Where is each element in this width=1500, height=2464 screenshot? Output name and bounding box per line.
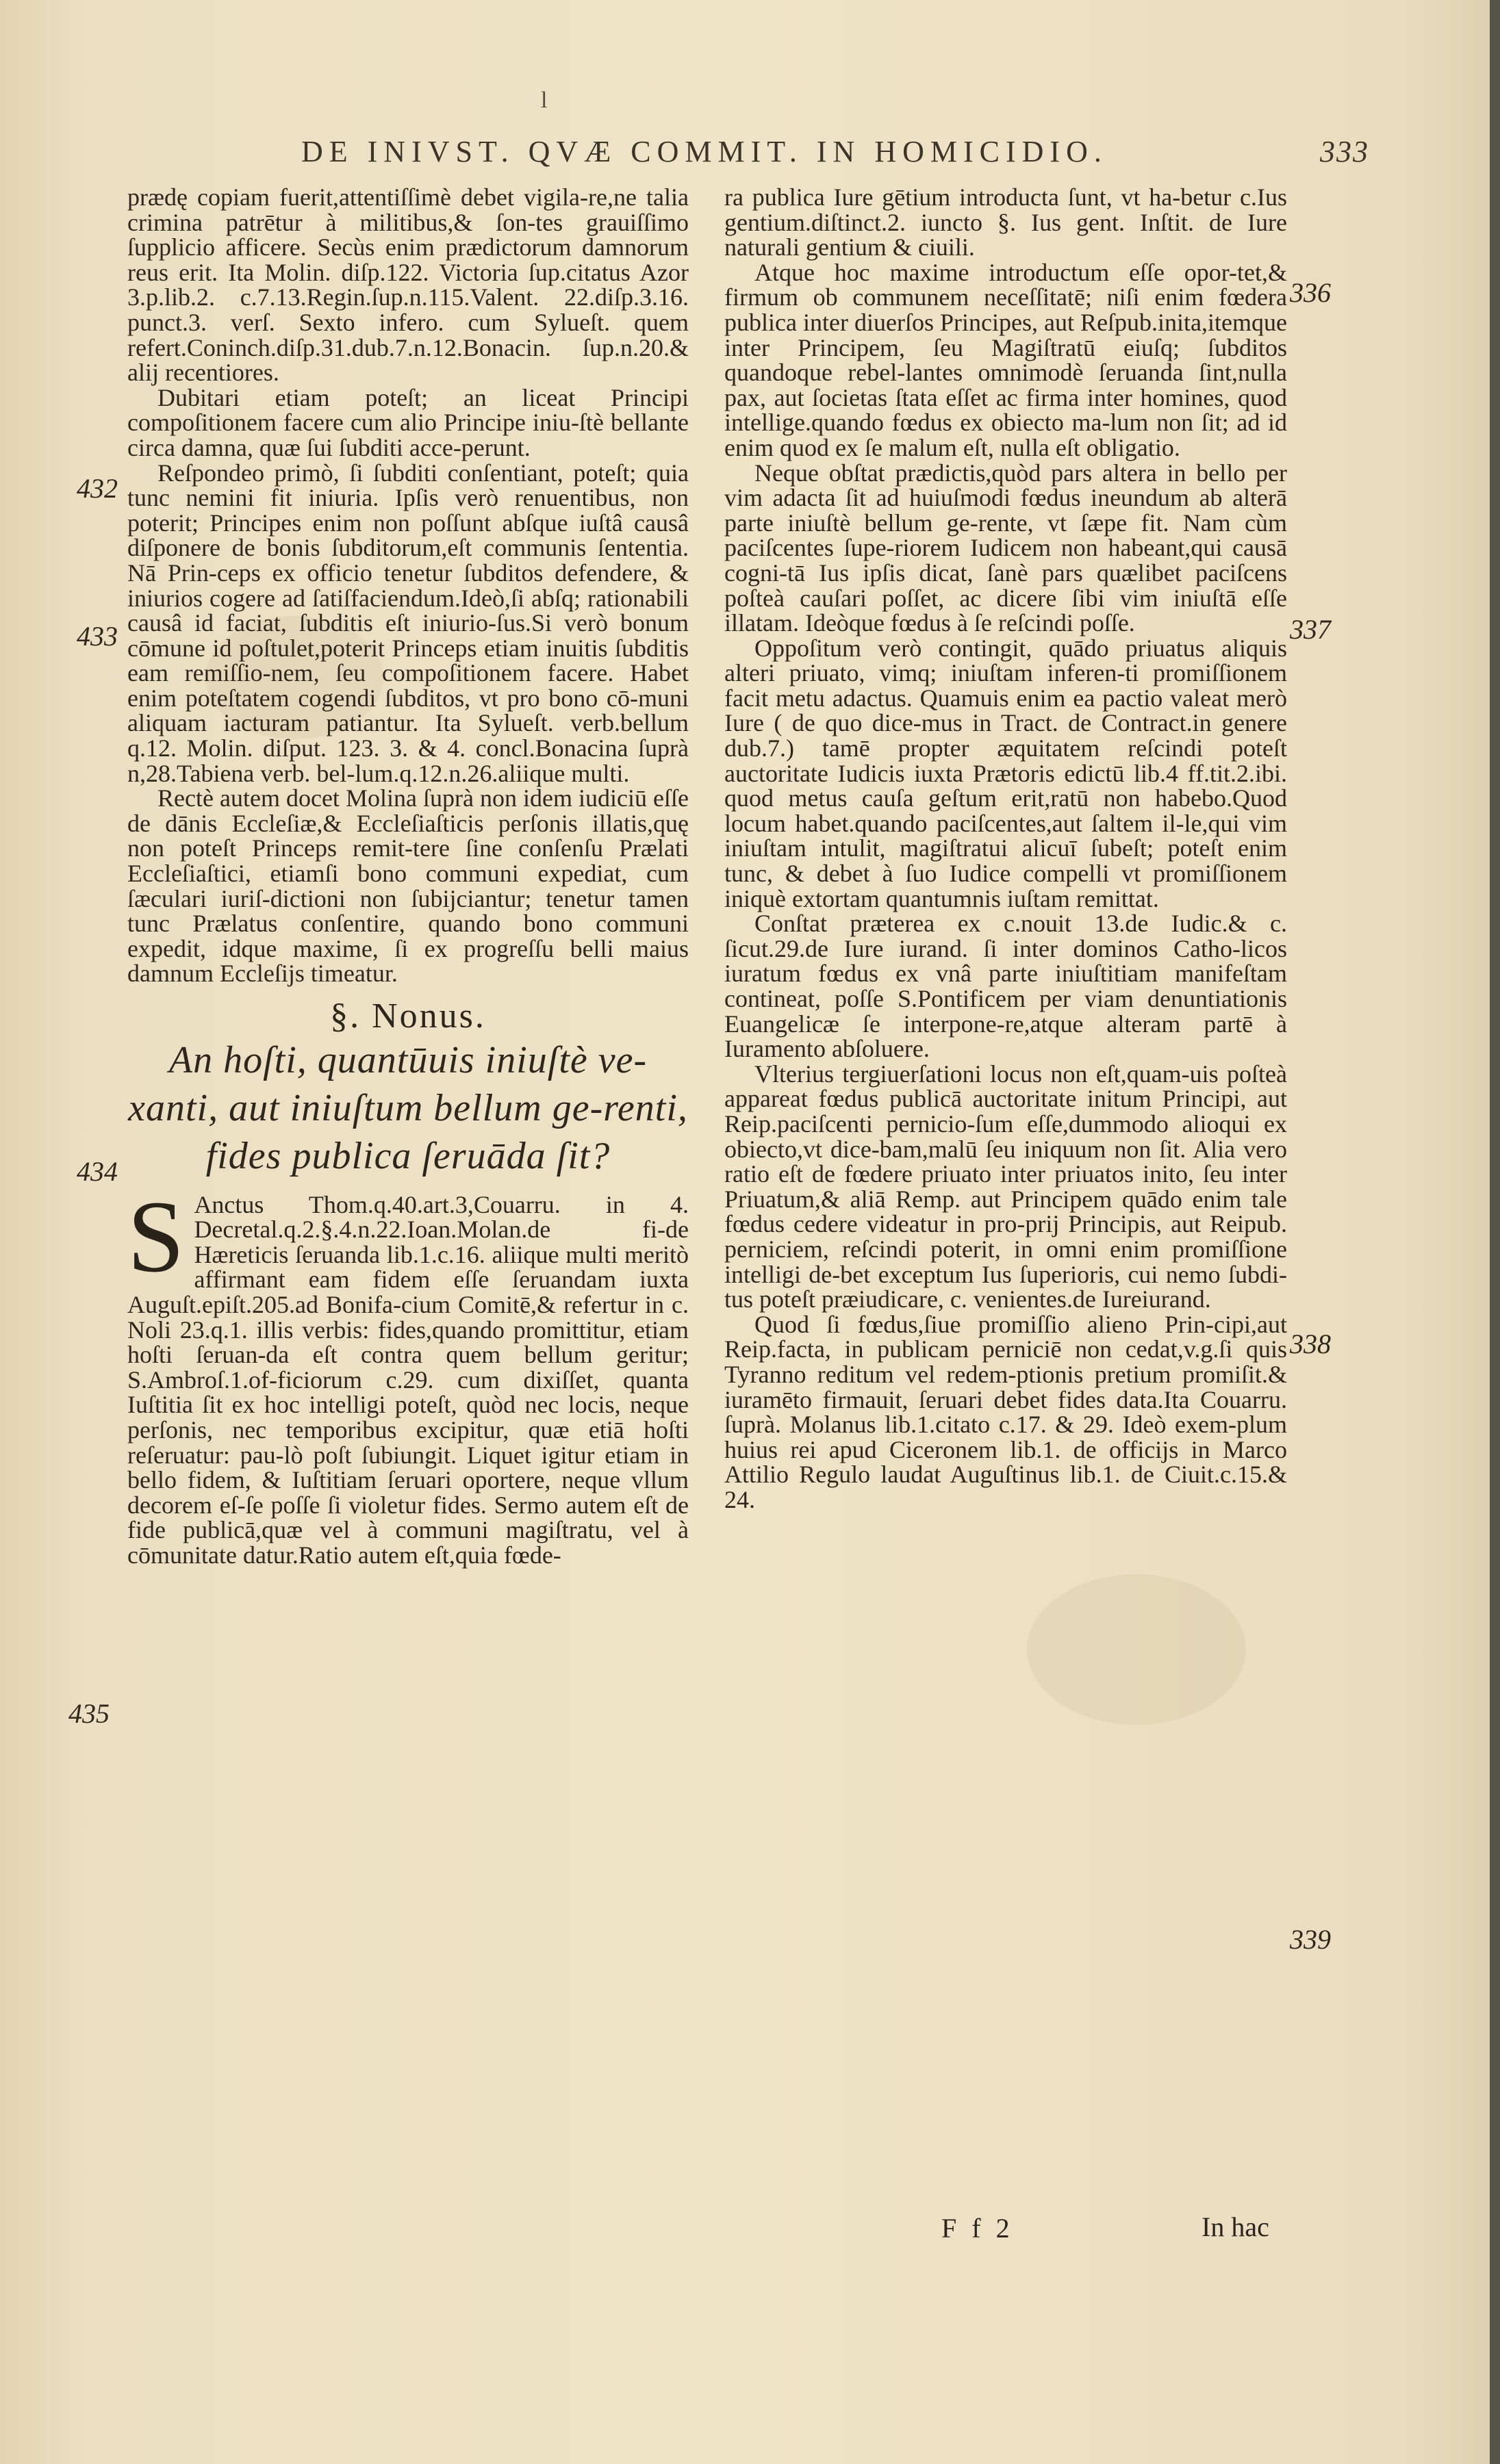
- margin-number-432: 432: [77, 473, 118, 504]
- right-paragraph-336: Atque hoc maxime introductum eſſe opor-tet,& firmum ob communem neceſſitatē; niſi enim fœdera publica inter diuerſos Principes, aut Reſpub.inita,itemque inter Principem, ſeu Magiſtratū eiuſq; ſubditos quandoque rebel-lantes omnimodè ſeruanda ſint,nulla pax, aut ſocietas ſtata eſſet ac firma inter homines, quod intellige.quando fœdus ex obiecto ma-lum non ſit; ad id enim quod ex ſe malum eſt, nulla eſt obligatio.: [724, 258, 1287, 461]
- right-paragraph-4: Oppoſitum verò contingit, quādo priuatus aliquis alteri priuato, vimq; iniuſtam inferen-ti promiſſionem facit metu adactus. Quamuis enim ea pactio valeat merò Iure ( de quo dice-mus in Tract. de Contract.in genere dub.7.) tamē propter æquitatem reſcindi poteſt auctoritate Iudicis iuxta Prætoris edictū lib.4 ff.tit.2.ibi. quod metus cauſa geſtum erit,ratū non habebo.Quod locum habet.quando paciſcentes,aut ſaltem il-le,qui vim iniuſtam intulit, magiſtratui alicuī ſubeſt; poteſt enim tunc, & debet à ſuo Iudice compelli vt promiſſionem iniquè extortam quantumnis iuſtam remittat.: [724, 634, 1287, 912]
- right-paragraph-1: ra publica Iure gētium introducta ſunt, vt ha-betur c.Ius gentium.diſtinct.2. iuncto §. Ius gent. Inſtit. de Iure naturali gentium & ciuili.: [724, 183, 1287, 261]
- right-paragraph-6: Vlterius tergiuerſationi locus non eſt,quam-uis poſteà appareat fœdus publicā auctoritate initum Principi, aut Reip.paciſcenti pernicio-ſum eſſe,dummodo alioqui ex obiecto,vt dice-bam,malū ſeu iniquum non ſit. Alia vero ratio eſt de fœdere priuato inter priuatos inito, ſeu inter Priuatum,& aliā Remp. aut Principem quādo enim tale fœdus cedere videatur in pro-prij Principis, aut Reipub. perniciem, reſcindi poterit, in omni enim promiſſione intelligi de-bet exceptum Ius ſuperioris, cui nemo ſubdi-tus poteſt præiudicare, c. venientes.de Iureiurand.: [724, 1060, 1287, 1313]
- left-paragraph-1: prædę copiam fuerit,attentiſſimè debet vigila-re,ne talia crimina patrētur à militibus,& ſon-tes grauiſſimo ſupplicio afficere. Secùs enim prædictorum damnorum reus erit. Ita Molin. diſp.122. Victoria ſup.citatus Azor 3.p.lib.2. c.7.13.Regin.ſup.n.115.Valent. 22.diſp.3.16. punct.3. verſ. Sexto infero. cum Sylueſt. quem refert.Coninch.diſp.31.dub.7.n.12.Bonacin. ſup.n.20.& alij recentiores.: [127, 183, 689, 387]
- left-column: [127, 185, 689, 1568]
- signature-mark: F f 2: [941, 2213, 1014, 2244]
- running-head-title: DE INIVST. QVÆ COMMIT. IN HOMICIDIO.: [301, 135, 1108, 168]
- margin-number-338: 338: [1290, 1329, 1331, 1359]
- right-paragraph-337: Neque obſtat prædictis,quòd pars altera in bello per vim adacta ſit ad huiuſmodi fœdus ineundum ab alterā parte iniuſtè bellum ge-rente, vt ſæpe fit. Nam cùm paciſcentes ſupe-riorem Iudicem non habeant,qui causā cogni-tā Ius ipſis dicat, ſanè pars quælibet paciſcens poſteà cauſari poſſet, ac dicere ſibi vim iniuſtā eſſe illatam. Ideòque fœdus à ſe reſcindi poſſe.: [724, 459, 1287, 637]
- margin-number-337: 337: [1290, 614, 1331, 645]
- left-paragraph-434: Rectè autem docet Molina ſuprà non idem iudiciū eſſe de dānis Eccleſiæ,& Eccleſiaſticis perſonis illatis,quę non poteſt Princeps remit-tere ſine conſenſu Prælati Eccleſiaſtici, etiamſi bono communi expediat, cum ſæculari iuriſ-dictioni non ſubijciantur; tenetur tamen tunc Prælatus conſentire, quando bono communi expedit, idque maxime, ſi ex progreſſu belli maius damnum Eccleſijs timeatur.: [127, 784, 689, 988]
- margin-number-435: 435: [68, 1698, 110, 1729]
- paper-stain: [1027, 1574, 1246, 1725]
- left-paragraph-435-text: Anctus Thom.q.40.art.3,Couarru. in 4. Decretal.q.2.§.4.n.22.Ioan.Molan.de fi-de Hæreticis ſeruanda lib.1.c.16. aliique multi meritò affirmant eam fidem eſſe ſeruandam iuxta Auguſt.epiſt.205.ad Bonifa-cium Comitē,& refertur in c. Noli 23.q.1. illis verbis: fides,quando promittitur, etiam hoſti ſeruan-da eſt contra quem bellum geritur; S.Ambroſ.1.of-ficiorum c.29. cum dixiſſet, quanta Iuſtitia ſit ex hoc intelligi poteſt, quòd nec locis, neque perſonis, nec temporibus excipitur, quæ etiā hoſti reſeruatur: pau-lò poſt ſubiungit. Liquet igitur etiam in bello fidem, & Iuſtitiam ſeruari oportere, neque vllum decorem eſ-ſe poſſe ſi violetur fides. Sermo autem eſt de fide publicā,quæ vel à communi magiſtratu, vel à cōmunitate datur.Ratio autem eſt,quia fœde-: [127, 1190, 689, 1569]
- right-column: [724, 185, 1287, 1512]
- margin-number-434: 434: [77, 1156, 118, 1187]
- left-paragraph-432: Dubitari etiam poteſt; an liceat Principi compoſitionem facere cum alio Principe iniu-ſtè bellante circa damna, quæ ſui ſubditi acce-perunt.: [127, 383, 689, 461]
- right-paragraph-339: Quod ſi fœdus,ſiue promiſſio alieno Prin-cipi,aut Reip.facta, in publicam perniciē non cedat,v.g.ſi quis Tyranno reditum vel redem-ptionis pretium promiſit.& iuramēto firmauit, ſeruari debet fides data.Ita Couarru. ſuprà. Molanus lib.1.citato c.17. & 29. Ideò exem-plum huius rei apud Ciceronem lib.1. de officijs in Marco Attilio Regulo laudat Auguſtinus lib.1. de Ciuit.c.15.& 24.: [724, 1310, 1287, 1513]
- section-heading: §. Nonus.: [330, 997, 486, 1036]
- page-number: 333: [1320, 135, 1369, 168]
- question-heading: An hoſti, quantūuis iniuſtè ve-xanti, aut iniuſtum bellum ge-renti, fides publica ſeruāda ſit?: [128, 1038, 688, 1177]
- margin-number-336: 336: [1290, 277, 1331, 308]
- margin-number-433: 433: [77, 621, 118, 652]
- margin-number-339: 339: [1290, 1924, 1331, 1955]
- top-mark: l: [541, 88, 548, 113]
- drop-cap: S: [127, 1179, 185, 1294]
- left-paragraph-435: [127, 1179, 689, 1569]
- running-head: [301, 134, 1369, 175]
- scan-edge: [1490, 0, 1500, 2464]
- left-paragraph-433: Reſpondeo primò, ſi ſubditi conſentiant, poteſt; quia tunc nemini fit iniuria. Ipſis verò renuentibus, non poterit; Principes enim non poſſunt abſque iuſtâ causâ diſponere de bonis ſubditorum,eſt communis ſententia. Nā Prin-ceps ex officio tenetur ſubditos defendere, & iniurios cogere ad ſatiſfaciendum.Ideò,ſi abſq; rationabili causâ id faciat, ſubditis eſt iniurio-ſus.Si verò bonum cōmune id poſtulet,poterit Princeps etiam inuitis ſubditis eam remiſſio-nem, ſeu compoſitionem facere. Habet enim poteſtatem cogendi ſubditos, vt pro bono cō-muni aliquam iacturam patiantur. Ita Sylueſt. verb.bellum q.12. Molin. diſput. 123. 3. & 4. concl.Bonacina ſuprà n,28.Tabiena verb. bel-lum.q.12.n.26.aliique multi.: [127, 459, 689, 787]
- right-paragraph-338: Conſtat præterea ex c.nouit 13.de Iudic.& c. ſicut.29.de Iure iurand. ſi inter dominos Catho-licos iuratum fœdus ex vnâ parte iniuſtitiam manifeſtam contineat, poſſe S.Pontificem per viam denuntiationis Euangelicæ ſe interpone-re,atque alteram partē à Iuramento abſoluere.: [724, 910, 1287, 1063]
- catchword: In hac: [1202, 2211, 1269, 2242]
